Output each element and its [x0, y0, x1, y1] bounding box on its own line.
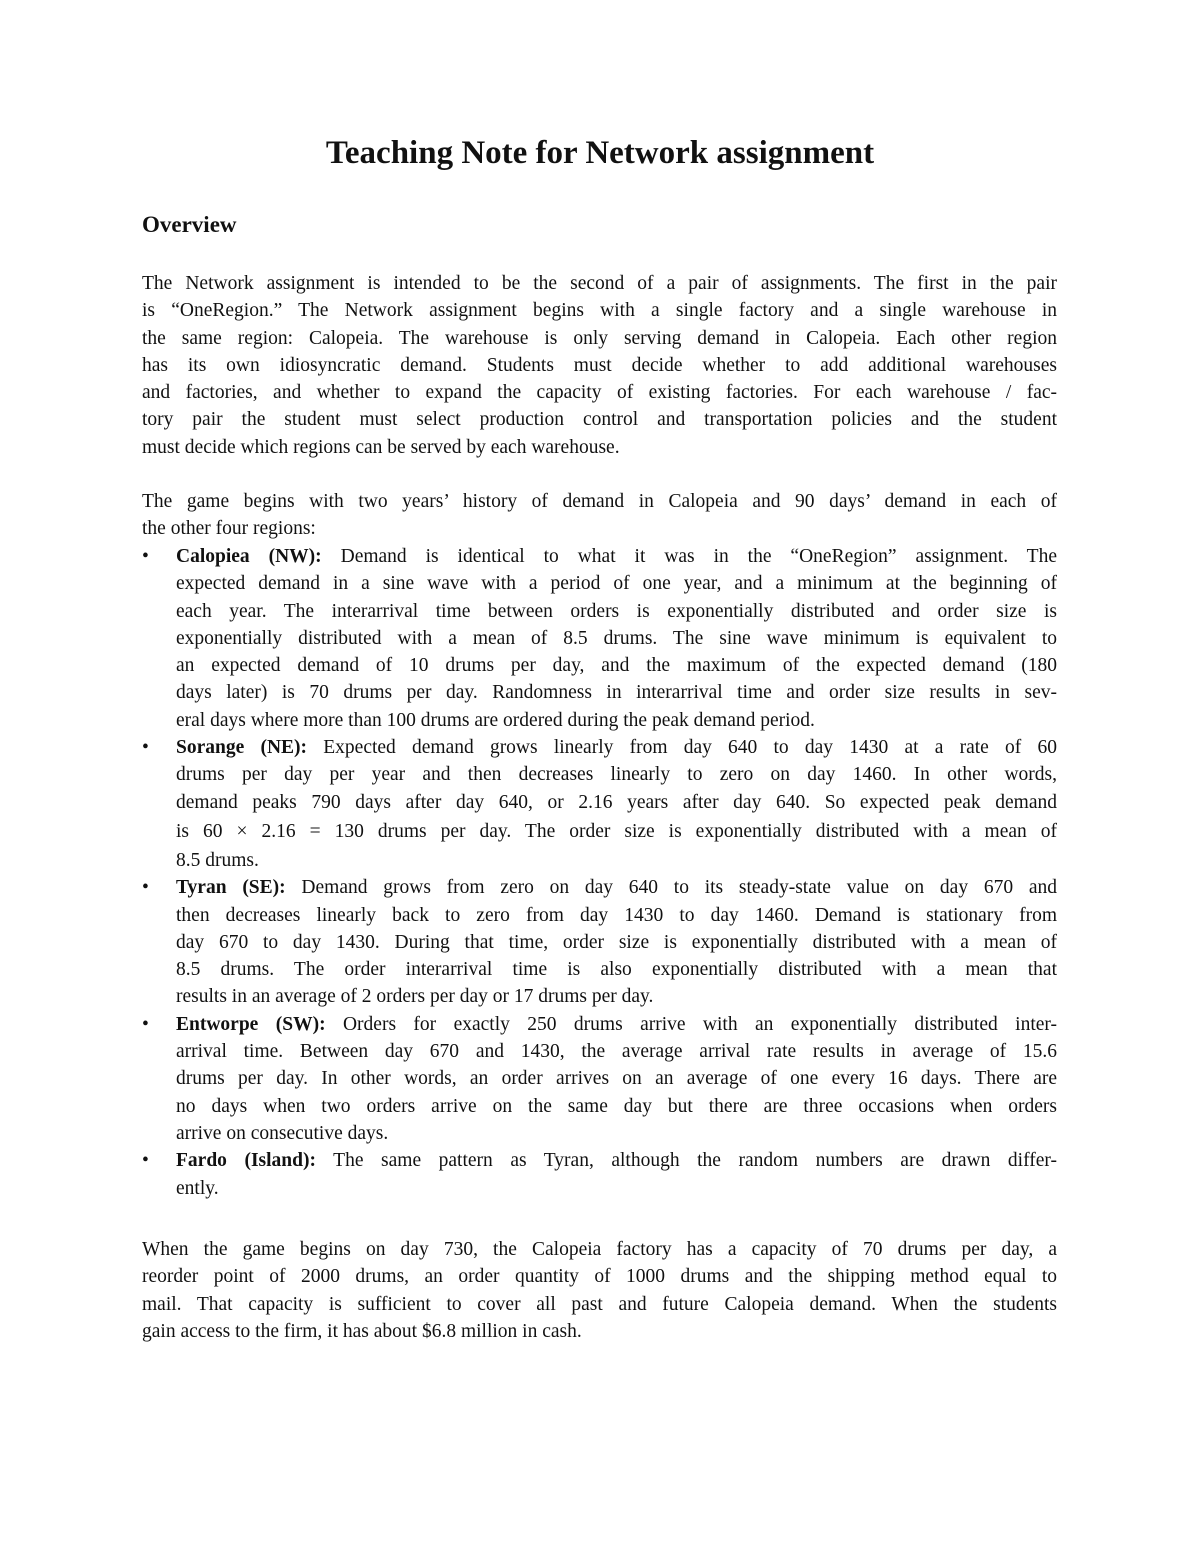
text-line: results in an average of 2 orders per day or 17 drums per day. [176, 986, 654, 1008]
text-line: 8.5 drums. The order interarrival time is also exponentially distributed with a mean that [176, 959, 1057, 981]
text-line: an expected demand of 10 drums per day, and the maximum of the expected demand (180 [176, 655, 1057, 677]
bullet-icon: • [142, 1013, 149, 1035]
text-line: eral days where more than 100 drums are ordered during the peak demand period. [176, 709, 815, 731]
bullet-icon: • [142, 877, 149, 899]
text-line: day 670 to day 1430. During that time, order size is exponentially distributed with a mean of [176, 931, 1057, 953]
text-line: the other four regions: [142, 518, 316, 540]
text-line: demand peaks 790 days after day 640, or 2.16 years after day 640. So expected peak demand [176, 791, 1057, 813]
text-line: days later) is 70 drums per day. Randomness in interarrival time and order size results in sev- [176, 682, 1057, 704]
region-name: Fardo (Island): [176, 1150, 316, 1172]
region-name: Entworpe (SW): [176, 1013, 326, 1035]
text-line: mail. That capacity is sufficient to cover all past and future Calopeia demand. When the students [142, 1293, 1057, 1315]
bullet-icon: • [142, 546, 149, 567]
region-name: Tyran (SE): [176, 877, 286, 899]
text-line: The Network assignment is intended to be the second of a pair of assignments. The first in the pair [142, 273, 1057, 294]
text-line: the same region: Calopeia. The warehouse is only serving demand in Calopeia. Each other region [142, 327, 1057, 349]
text-line: Expected demand grows linearly from day 640 to day 1430 at a rate of 60 [323, 737, 1057, 759]
text-line: exponentially distributed with a mean of 8.5 drums. The sine wave minimum is equivalent to [176, 627, 1057, 649]
text-line: must decide which regions can be served by each warehouse. [142, 436, 620, 458]
text-line: Demand is identical to what it was in the “OneRegion” assignment. The [340, 546, 1058, 567]
text-line: is 60 × 2.16 = 130 drums per day. The order size is exponentially distributed with a mean of [176, 820, 1057, 842]
region-item-tyran [142, 874, 1057, 1010]
region-name: Calopiea (NW): [176, 546, 322, 567]
document-title: Teaching Note for Network assignment [325, 135, 875, 171]
text-line: The same pattern as Tyran, although the random numbers are drawn differ- [333, 1150, 1057, 1172]
region-item-fardo [142, 1147, 1057, 1202]
text-line: reorder point of 2000 drums, an order quantity of 1000 drums and the shipping method equal to [142, 1266, 1057, 1288]
text-line: 8.5 drums. [176, 849, 259, 871]
text-line: and factories, and whether to expand the capacity of existing factories. For each warehouse / fac- [142, 382, 1057, 404]
region-item-calopeia [142, 543, 1057, 734]
text-line: gain access to the firm, it has about $6.8 million in cash. [142, 1320, 582, 1342]
text-line: drums per day per year and then decreases linearly to zero on day 1460. In other words, [176, 764, 1057, 786]
bullet-icon: • [142, 1150, 149, 1172]
text-line: is “OneRegion.” The Network assignment begins with a single factory and a single warehouse in [142, 300, 1057, 322]
region-item-sorange [142, 734, 1057, 874]
region-list [142, 543, 1057, 1202]
text-line: no days when two orders arrive on the same day but there are three occasions when orders [176, 1095, 1057, 1117]
region-item-entworpe [142, 1011, 1057, 1147]
text-line: The game begins with two years’ history of demand in Calopeia and 90 days’ demand in each of [142, 491, 1057, 512]
text-line: each year. The interarrival time between orders is exponentially distributed and order size is [176, 600, 1057, 622]
text-line: Orders for exactly 250 drums arrive with an exponentially distributed inter- [342, 1013, 1057, 1035]
text-line: expected demand in a sine wave with a period of one year, and a minimum at the beginning of [176, 573, 1057, 595]
text-line: ently. [176, 1177, 219, 1199]
text-line: arrival time. Between day 670 and 1430, the average arrival rate results in average of 15.6 [176, 1041, 1057, 1063]
bullet-icon: • [142, 737, 149, 759]
text-line: then decreases linearly back to zero from day 1430 to day 1460. Demand is stationary from [176, 904, 1057, 926]
text-line: drums per day. In other words, an order arrives on an average of one every 16 days. There are [176, 1068, 1057, 1090]
text-line: arrive on consecutive days. [176, 1122, 389, 1144]
intro-paragraph [142, 488, 1057, 543]
overview-paragraph [142, 270, 1057, 461]
region-name: Sorange (NE): [176, 737, 308, 759]
text-line: tory pair the student must select production control and transportation policies and the student [142, 409, 1057, 431]
text-line: has its own idiosyncratic demand. Students must decide whether to add additional warehouses [142, 354, 1057, 376]
text-line: When the game begins on day 730, the Calopeia factory has a capacity of 70 drums per day, a [142, 1239, 1057, 1260]
overview-heading: Overview [142, 212, 237, 237]
text-line: Demand grows from zero on day 640 to its steady-state value on day 670 and [301, 877, 1058, 899]
starting-state-paragraph [142, 1236, 1057, 1345]
